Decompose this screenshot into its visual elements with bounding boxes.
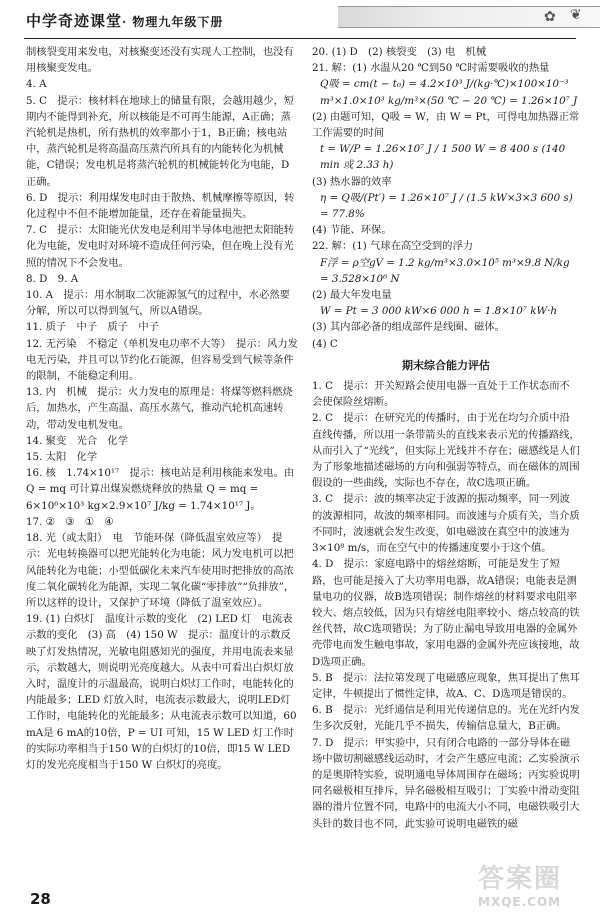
answer-item: 22. 解：(1) 气球在高空受到的浮力	[312, 240, 474, 253]
page-number: 28	[30, 890, 51, 908]
answer-item: 7. D 提示：甲实验中，只有闭合电路的一部分导体在磁场中做切割磁感线运动时，才会产生感应电流；乙实验演示的是奥斯特实验，说明通电导体周围存在磁场；丙实验说明同名磁极相互排斥，异名磁极相互吸引；丁实验中滑动变阻器的滑片位置不同，电路中的电流大小不同，电磁铁吸引大头针的数目也不同，此实验可说明电磁铁的磁	[312, 736, 580, 830]
answer-item: (2) 最大年发电量	[312, 289, 392, 302]
answer-item: 1. C 提示：开关短路会使用电器一直处于工作状态而不会使保险丝熔断。	[312, 380, 570, 409]
answer-item: 7. C 提示：太阳能光伏发电是利用半导体电池把太阳能转化为电能，发电时对环境不造成任何污染，但在晚上没有光照的情况下不会发电。	[26, 224, 295, 269]
watermark-logo	[478, 858, 588, 918]
answer-item: 17. ② ③ ① ④	[26, 515, 114, 528]
answer-item: (2) 由题可知，Q吸 = W，由 W = Pt，可得电加热器正常工作需要的时间	[312, 110, 580, 140]
brand-title: 中学奇迹课堂	[26, 12, 123, 30]
right-column	[312, 44, 580, 832]
answer-item: 5. C 提示：核材料在地球上的储量有限，会越用越少，短期内不能得到补充，所以核能是不可再生能源，A正确；蒸汽轮机是热机，所有热机的效率都小于1，B正确；核电站中，蒸汽轮机是将高温高压蒸汽所具有的内能转化为机械能，C错误；发电机是将蒸汽轮机的机械能转化为电能，D正确。	[26, 94, 295, 188]
answer-item: 4. A	[26, 78, 47, 91]
butterfly-icon: ❦	[570, 7, 582, 23]
brand-subtitle: · 物理九年级下册	[122, 15, 224, 29]
page-header	[0, 0, 600, 40]
watermark-text: 答案圈	[478, 864, 563, 894]
formula-line: Q吸 = cm(t − t₀) = 4.2×10³ J/(kg·℃)×100×10⁻³ m³×1.0×10³ kg/m³×(50 ℃ − 20 ℃) = 1.26×10⁷ J	[320, 78, 578, 107]
butterfly-icon: ✿	[544, 9, 556, 25]
answer-item: 3. C 提示：波的频率决定于波源的振动频率，同一列波的波源相同，故波的频率相同。而波速与介质有关，当介质不同时，波速就会发生改变，如电磁波在真空中的波速为3×10⁸ m/s，而在空气中的传播速度要小于这个值。	[312, 493, 580, 555]
answer-item: 20. (1) D (2) 核裂变 (3) 电 机械	[312, 46, 487, 58]
watermark-url: MXQE.COM	[478, 895, 562, 909]
answer-item: (3) 热水器的效率	[312, 175, 392, 188]
formula-line: η = Q吸/(Pt′) = 1.26×10⁷ J / (1.5 kW×3×3 600 s) = 77.8%	[320, 191, 573, 221]
answer-item: 18. 光（或太阳） 电 节能环保（降低温室效应等） 提示：光电转换器可以把光能转化为电能；风力发电机可以把风能转化为电能；小型低碳化未来汽车使用时把排放的高浓度二氧化碳转化为能源，实现二氧化碳“零排放”“负排放”，所以这样的设计，又保护了环境（降低了温室效应）。	[26, 532, 295, 609]
answer-item: 2. C 提示：在研究光的传播时，由于光在均匀介质中沿直线传播，所以用一条带箭头的直线来表示光的传播路线，从而引入了“光线”，但实际上光线并不存在；磁感线是人们为了形象地描述磁场的方向和强弱等特点，而在磁体的周围假设的一些曲线，实际也不存在，故C选项正确。	[312, 412, 580, 490]
answer-item: 10. A 提示：用水制取二次能源氢气的过程中，水必然要分解，所以可以得到氢气，所以A错误。	[26, 289, 290, 318]
answer-item: 6. D 提示：利用煤发电时由于散热、机械摩擦等原因，转化过程中不但不能增加能量，还存在着能量损失。	[26, 191, 295, 221]
header-decoration	[338, 6, 600, 28]
answer-item: 制核裂变用来发电，对核聚变还没有实现人工控制，也没有用核聚变发电。	[26, 46, 294, 75]
section-title: 期末综合能力评估	[402, 358, 490, 372]
answer-item: 5. B 提示：法拉第发现了电磁感应现象，焦耳提出了焦耳定律，牛顿提出了惯性定律，故A、C、D选项是错误的。	[312, 671, 580, 700]
left-column	[26, 44, 298, 773]
formula-line: F浮 = ρ空gV = 1.2 kg/m³×3.0×10⁵ m³×9.8 N/kg = 3.528×10⁶ N	[320, 256, 570, 285]
answer-item: 21. 解：(1) 水温从20 ℃到50 ℃时需要吸收的热量	[312, 62, 550, 75]
answer-item: 19. (1) 白炽灯 温度计示数的变化 (2) LED 灯 电流表示数的变化 (3) 高 (4) 150 W 提示：温度计的示数反映了灯发热情况，光敏电阻感知光的强度，并用电流表来显示，示数越大，则说明光亮度越大。从表中可看出白炽灯放入时，温度计的示温最高，说明白炽灯工作时，电能转化的内能最多；LED 灯放入时，电流表示数最大，说明LED灯工作时，电能转化的光能最多；从电流表示数可以知道，60 mA是 6 mA的10倍，P = UI 可知，15 W LED 灯工作时的实际功率相当于150 W的白炽灯的10倍，即15 W LED 灯的发光亮度相当于150 W 白炽灯的亮度。	[26, 613, 297, 771]
answer-item: (4) C	[312, 337, 338, 350]
answer-item: 13. 内 机械 提示：火力发电的原理是：将煤等燃料燃烧后，加热水，产生高温、高压水蒸气，推动汽轮机高速转动，带动发电机发电。	[26, 386, 293, 431]
answer-item: 6. B 提示：光纤通信是利用光传递信息的。光在光纤内发生多次反射，光能几乎不损失，传输信息量大，B正确。	[312, 704, 580, 733]
book-brand	[26, 10, 223, 31]
answer-item: 14. 聚变 光合 化学	[26, 434, 129, 447]
formula-line: W = Pt = 3 000 kW×6 000 h = 1.8×10⁷ kW·h	[320, 305, 557, 318]
answer-item: 15. 太阳 化学	[26, 451, 98, 464]
answer-item: 8. D 9. A	[26, 272, 79, 285]
formula-line: t = W/P = 1.26×10⁷ J / 1 500 W = 8 400 s (140 min 或 2.33 h)	[320, 143, 566, 172]
answer-item: 16. 核 1.74×10¹⁷ 提示：核电站是利用核能来发电。由 Q = mq 可计算出煤炭燃烧释放的热量 Q = mq = 6×10⁶×10³ kg×2.9×10⁷ J/kg = 1.74×10¹⁷ J。	[26, 467, 295, 512]
answer-item: 12. 无污染 不稳定（单机发电功率不大等） 提示：风力发电无污染，并且可以节约化石能源，但容易受到气候等条件的限制，不能稳定利用。	[26, 337, 298, 383]
answer-item: 11. 质子 中子 质子 中子	[26, 321, 159, 334]
answer-item: (4) 节能、环保。	[312, 224, 392, 237]
answer-item: 4. D 提示：家庭电路中的熔丝熔断，可能是发生了短路，也可能是接入了大功率用电器，故A错误；电能表是测量电功的仪器，故B选项错误；制作熔丝的材料要求电阻率较大、熔点较低，因为只有熔丝电阻率较小、熔点较高的铁丝代替，故C选项错误；为了防止漏电导致用电器的金属外壳带电而发生触电事故，家用电器的金属外壳应该接地，故D选项正确。	[312, 558, 580, 668]
answer-item: (3) 其内部必备的组成部件是线圈、磁体。	[312, 321, 505, 334]
header-rule	[24, 38, 576, 39]
